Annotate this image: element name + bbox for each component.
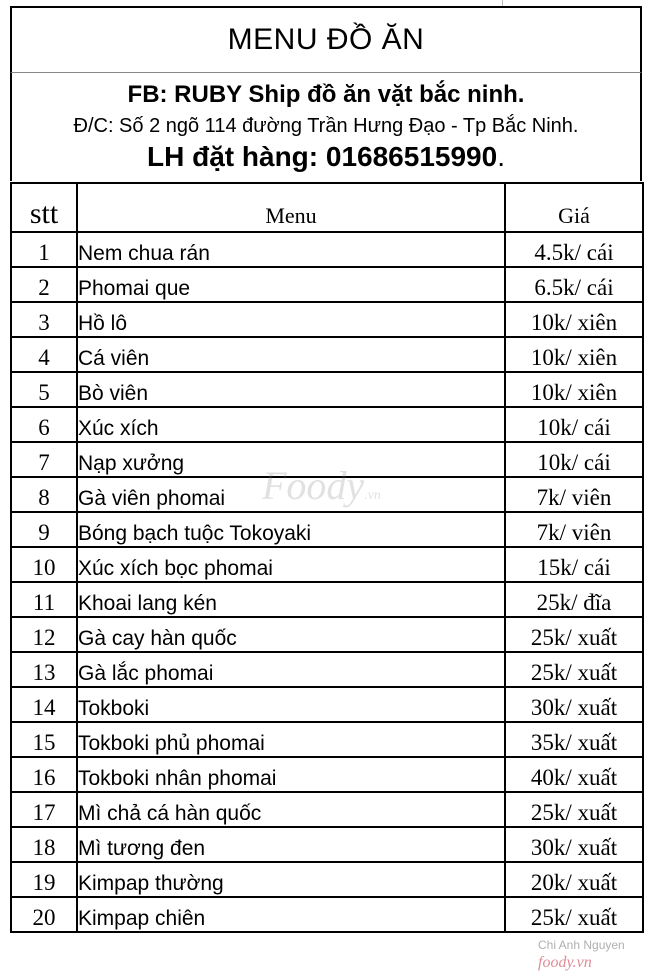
item-name: Khoai lang kén [77,582,505,617]
item-name: Cá viên [77,337,505,372]
row-number: 2 [11,267,77,302]
column-header-price: Giá [505,183,643,232]
item-name: Tokboki phủ phomai [77,722,505,757]
column-header-stt: stt [11,183,77,232]
item-price: 30k/ xuất [505,827,643,862]
item-price: 15k/ cái [505,547,643,582]
table-row [11,302,643,337]
item-name: Hồ lô [77,302,505,337]
item-name: Gà cay hàn quốc [77,617,505,652]
item-name: Xúc xích bọc phomai [77,547,505,582]
item-name: Nem chua rán [77,232,505,267]
item-name: Gà viên phomai [77,477,505,512]
item-price: 7k/ viên [505,477,643,512]
item-price: 30k/ xuất [505,687,643,722]
item-name: Mì tương đen [77,827,505,862]
row-number: 16 [11,757,77,792]
row-number: 5 [11,372,77,407]
item-price: 40k/ xuất [505,757,643,792]
item-name: Tokboki nhân phomai [77,757,505,792]
table-row [11,722,643,757]
table-header-row [11,183,643,232]
row-number: 18 [11,827,77,862]
table-row [11,827,643,862]
row-number: 10 [11,547,77,582]
row-number: 8 [11,477,77,512]
item-name: Mì chả cá hàn quốc [77,792,505,827]
item-name: Tokboki [77,687,505,722]
foody-watermark: Foody.vn [262,463,381,508]
row-number: 13 [11,652,77,687]
item-price: 10k/ xiên [505,302,643,337]
foody-corner-logo: foody.vn [538,954,592,971]
row-number: 9 [11,512,77,547]
facebook-line: FB: RUBY Ship đồ ăn vặt bắc ninh. [127,81,525,108]
table-row [11,267,643,302]
phone-text: LH đặt hàng: 01686515990 [147,141,498,172]
row-number: 15 [11,722,77,757]
menu-title-cell [10,6,642,72]
row-number: 7 [11,442,77,477]
menu-table [10,182,644,933]
phone-suffix: . [497,141,505,172]
item-price: 10k/ cái [505,442,643,477]
item-price: 35k/ xuất [505,722,643,757]
menu-title: MENU ĐỒ ĂN [227,23,425,56]
row-number: 3 [11,302,77,337]
item-price: 20k/ xuất [505,862,643,897]
row-number: 4 [11,337,77,372]
item-price: 10k/ xiên [505,337,643,372]
table-row [11,687,643,722]
table-row [11,582,643,617]
table-row [11,547,643,582]
row-number: 11 [11,582,77,617]
table-row [11,617,643,652]
row-number: 6 [11,407,77,442]
table-row [11,512,643,547]
item-price: 4.5k/ cái [505,232,643,267]
phone-line [12,141,640,173]
row-number: 1 [11,232,77,267]
item-name: Phomai que [77,267,505,302]
row-number: 20 [11,897,77,932]
item-name: Bóng bạch tuộc Tokoyaki [77,512,505,547]
item-name: Nạp xưởng [77,442,505,477]
item-price: 25k/ xuất [505,617,643,652]
item-name: Kimpap thường [77,862,505,897]
table-row [11,372,643,407]
row-number: 19 [11,862,77,897]
table-row [11,232,643,267]
item-price: 7k/ viên [505,512,643,547]
table-row [11,862,643,897]
item-price: 25k/ xuất [505,792,643,827]
table-row [11,652,643,687]
item-name: Bò viên [77,372,505,407]
item-price: 25k/ đĩa [505,582,643,617]
item-price: 6.5k/ cái [505,267,643,302]
table-row [11,477,643,512]
item-name: Xúc xích [77,407,505,442]
row-number: 12 [11,617,77,652]
table-row [11,442,643,477]
menu-table-body [11,232,643,932]
item-price: 10k/ xiên [505,372,643,407]
column-header-menu: Menu [77,183,505,232]
item-price: 10k/ cái [505,407,643,442]
item-price: 25k/ xuất [505,897,643,932]
row-number: 14 [11,687,77,722]
item-name: Gà lắc phomai [77,652,505,687]
table-row [11,337,643,372]
item-name: Kimpap chiên [77,897,505,932]
row-number: 17 [11,792,77,827]
table-row [11,757,643,792]
photo-credit-watermark: Chi Anh Nguyen [538,938,625,952]
table-row [11,407,643,442]
shop-info [10,72,642,181]
table-row [11,792,643,827]
table-row [11,897,643,932]
address-line: Đ/C: Số 2 ngõ 114 đường Trần Hưng Đạo - Tp Bắc Ninh. [73,115,579,137]
item-price: 25k/ xuất [505,652,643,687]
